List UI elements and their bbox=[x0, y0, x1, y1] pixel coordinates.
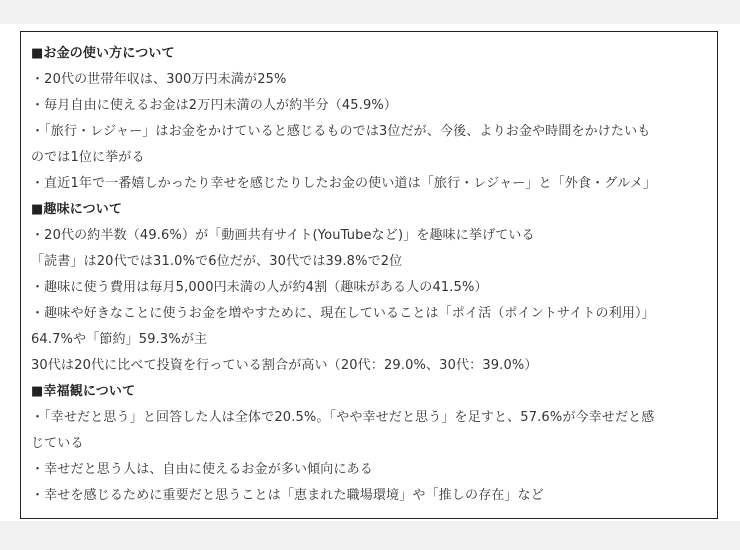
hobby-line-3: ・趣味に使う費用は毎月5,000円未満の人が約4割（趣味がある人の41.5%） bbox=[31, 280, 488, 295]
hobby-line-2: 「読書」は20代では31.0%で6位だが、30代では39.8%で2位 bbox=[31, 254, 403, 269]
hobby-line-5: 64.7%や「節約」59.3%が主 bbox=[31, 332, 208, 347]
summary-box bbox=[20, 31, 718, 519]
happiness-line-3: ・幸せだと思う人は、自由に使えるお金が多い傾向にある bbox=[31, 462, 373, 477]
happiness-line-4: ・幸せを感じるために重要だと思うことは「恵まれた職場環境」や「推しの存在」など bbox=[31, 488, 544, 503]
document-page bbox=[0, 24, 740, 521]
section-heading-money: ■お金の使い方について bbox=[31, 46, 175, 61]
money-line-5: ・直近1年で一番嬉しかったり幸せを感じたりしたお金の使い道は「旅行・レジャー」と「外食・グルメ」 bbox=[31, 176, 657, 191]
hobby-line-4: ・趣味や好きなことに使うお金を増やすために、現在していることは「ポイ活（ポイントサイトの利用）」 bbox=[31, 306, 655, 321]
hobby-line-1: ・20代の約半数（49.6%）が「動画共有サイト(YouTubeなど)」を趣味に挙げている bbox=[31, 228, 535, 243]
money-line-2: ・毎月自由に使えるお金は2万円未満の人が約半分（45.9%） bbox=[31, 98, 398, 113]
hobby-line-6: 30代は20代に比べて投資を行っている割合が高い（20代：29.0%、30代：39.0%） bbox=[31, 358, 538, 373]
money-line-3: ・「旅行・レジャー」はお金をかけていると感じるものでは3位だが、今後、よりお金や時間をかけたいも bbox=[31, 124, 651, 139]
money-line-1: ・20代の世帯年収は、300万円未満が25% bbox=[31, 72, 287, 87]
happiness-line-2: じている bbox=[31, 436, 84, 451]
money-line-4: のでは1位に挙がる bbox=[31, 150, 145, 165]
happiness-line-1: ・「幸せだと思う」と回答した人は全体で20.5%。「やや幸せだと思う」を足すと、57.6%が今幸せだと感 bbox=[31, 410, 655, 425]
section-heading-happiness: ■幸福観について bbox=[31, 384, 136, 399]
section-heading-hobby: ■趣味について bbox=[31, 202, 123, 217]
